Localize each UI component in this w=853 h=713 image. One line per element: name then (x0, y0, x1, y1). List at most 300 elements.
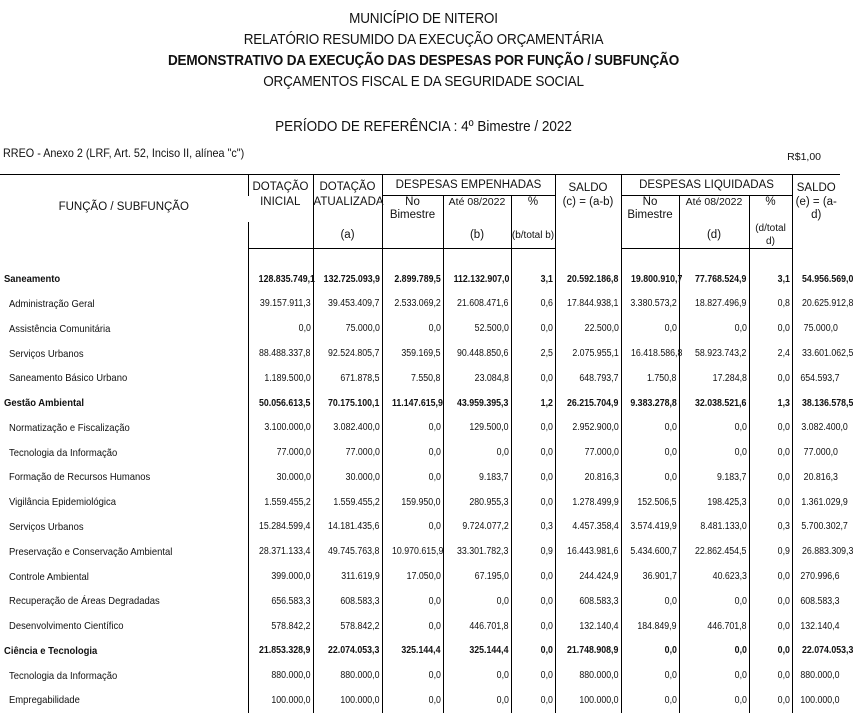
cell-value: 198.425,3 (707, 496, 747, 508)
cell-value: 0,0 (540, 447, 553, 459)
cell-value: 0,0 (428, 422, 441, 434)
cell-empenhadas-pct (511, 292, 555, 317)
cell-liquidadas-bimestre (621, 564, 679, 589)
cell-value: 880.000,0 (579, 670, 619, 682)
cell-liquidadas-pct (749, 415, 792, 440)
cell-value: 77.000,0 (345, 447, 380, 459)
table-row (0, 440, 840, 465)
cell-value: 36.901,7 (642, 571, 677, 583)
cell-value: 880.000,0 (271, 670, 311, 682)
cell-saldo-c (555, 589, 621, 614)
col-emp-ate-2: (b) (443, 222, 511, 249)
cell-empenhadas-ate (443, 539, 511, 564)
cell-value: 17.284,8 (712, 372, 747, 384)
cell-liquidadas-ate (679, 639, 749, 664)
cell-value: 0,0 (777, 422, 790, 434)
cell-empenhadas-ate (443, 267, 511, 292)
report-title: RELATÓRIO RESUMIDO DA EXECUÇÃO ORÇAMENTÁRIA (243, 31, 604, 48)
cell-dotacao-inicial (248, 515, 313, 540)
col-dotacao-inicial-1: DOTAÇÃO (248, 175, 313, 196)
cell-value: 75.000,0 (803, 323, 839, 335)
row-label (0, 515, 248, 540)
spacer-cell (443, 249, 511, 268)
spacer-cell (248, 249, 313, 268)
cell-value: 21.608.471,6 (457, 298, 509, 310)
cell-liquidadas-ate (679, 663, 749, 688)
cell-saldo-c (555, 663, 621, 688)
cell-value: 90.448.850,6 (457, 348, 509, 360)
cell-dotacao-inicial (248, 663, 313, 688)
cell-value: 1.750,8 (647, 372, 677, 384)
cell-empenhadas-pct (511, 539, 555, 564)
cell-value: 16.443.981,6 (567, 546, 619, 558)
cell-liquidadas-ate (679, 391, 749, 416)
cell-empenhadas-pct (511, 391, 555, 416)
cell-liquidadas-bimestre (621, 688, 679, 713)
cell-value: 1,3 (777, 397, 790, 409)
cell-value: 5.700.302,7 (800, 521, 848, 533)
cell-value: 38.136.578,5 (801, 397, 853, 409)
cell-dotacao-inicial (248, 415, 313, 440)
cell-value: 75.000,0 (345, 323, 380, 335)
table-row (0, 564, 840, 589)
row-label (0, 465, 248, 490)
row-label (0, 415, 248, 440)
cell-saldo-e (792, 564, 840, 589)
table-row (0, 663, 840, 688)
cell-liquidadas-ate (679, 341, 749, 366)
cell-value: 359.169,5 (401, 348, 441, 360)
cell-value: 8.481.133,0 (700, 521, 747, 533)
cell-value: 0,0 (734, 422, 747, 434)
cell-liquidadas-bimestre (621, 589, 679, 614)
cell-value: 129.500,0 (469, 422, 509, 434)
cell-value: 152.506,5 (637, 496, 677, 508)
cell-empenhadas-pct (511, 341, 555, 366)
table-header (0, 175, 840, 249)
cell-value: 22.074.053,3 (801, 645, 853, 657)
cell-value: 399.000,0 (271, 571, 311, 583)
cell-value: 0,0 (540, 323, 553, 335)
row-label (0, 440, 248, 465)
cell-saldo-e (792, 614, 840, 639)
cell-dotacao-inicial (248, 316, 313, 341)
cell-value: 0,0 (777, 471, 790, 483)
spacer-cell (555, 249, 621, 268)
cell-value: 22.500,0 (584, 323, 619, 335)
cell-liquidadas-bimestre (621, 267, 682, 292)
cell-empenhadas-bimestre (382, 440, 443, 465)
row-label-text: Preservação e Conservação Ambiental (9, 545, 173, 558)
cell-liquidadas-bimestre (621, 391, 679, 416)
cell-value: 0,0 (664, 447, 677, 459)
cell-liquidadas-pct (749, 515, 792, 540)
row-label-text: Ciência e Tecnologia (4, 644, 98, 657)
cell-value: 14.181.435,6 (328, 521, 380, 533)
cell-liquidadas-bimestre (621, 465, 679, 490)
cell-empenhadas-ate (443, 341, 511, 366)
cell-liquidadas-ate (679, 465, 749, 490)
table-row (0, 688, 840, 713)
cell-empenhadas-pct (511, 267, 555, 292)
cell-value: 10.970.615,9 (391, 546, 443, 558)
cell-dotacao-atualizada (313, 490, 382, 515)
cell-dotacao-atualizada (313, 292, 382, 317)
cell-empenhadas-ate (443, 391, 511, 416)
cell-liquidadas-pct (749, 663, 792, 688)
table-row (0, 316, 840, 341)
cell-liquidadas-pct (749, 539, 792, 564)
row-label-text: Serviços Urbanos (9, 520, 84, 533)
col-liq-pct-2: (d/total d) (749, 222, 792, 249)
cell-value: 608.583,3 (579, 595, 619, 607)
cell-value: 28.371.133,4 (259, 546, 311, 558)
cell-value: 92.524.805,7 (328, 348, 380, 360)
row-label (0, 663, 248, 688)
spacer-cell (621, 249, 679, 268)
cell-saldo-e (792, 267, 853, 292)
cell-dotacao-atualizada (313, 316, 382, 341)
cell-value: 54.956.569,0 (801, 273, 853, 285)
cell-empenhadas-ate (443, 366, 511, 391)
cell-liquidadas-pct (749, 391, 792, 416)
cell-value: 0,3 (777, 521, 790, 533)
cell-liquidadas-pct (749, 341, 792, 366)
cell-value: 3,1 (777, 273, 790, 285)
col-liq-ate-2: (d) (679, 222, 749, 249)
cell-value: 0,0 (777, 447, 790, 459)
cell-saldo-e (792, 366, 840, 391)
cell-liquidadas-pct (749, 490, 792, 515)
cell-value: 0,0 (428, 521, 441, 533)
cell-value: 0,0 (428, 670, 441, 682)
col-saldo-2-formula: (e) = (a-d) (792, 196, 840, 249)
col-emp-bimestre-3 (382, 222, 443, 249)
row-label (0, 391, 248, 416)
col-dotacao-inicial-2: INICIAL (260, 195, 301, 208)
cell-value: 100.000,0 (579, 694, 619, 706)
cell-liquidadas-ate (679, 292, 749, 317)
cell-saldo-c (555, 366, 621, 391)
municipality-title: MUNICÍPIO DE NITEROI (349, 10, 498, 27)
cell-liquidadas-pct (749, 688, 792, 713)
row-label-text: Tecnologia da Informação (9, 446, 118, 459)
cell-dotacao-inicial (248, 639, 313, 664)
cell-value: 40.623,3 (712, 571, 747, 583)
cell-dotacao-inicial (248, 267, 313, 292)
currency-unit: R$1,00 (787, 151, 821, 163)
cell-liquidadas-bimestre (621, 440, 679, 465)
cell-value: 648.793,7 (579, 372, 619, 384)
cell-saldo-c (555, 341, 621, 366)
cell-dotacao-inicial (248, 614, 313, 639)
table-row (0, 589, 840, 614)
cell-value: 3.100.000,0 (264, 422, 311, 434)
cell-dotacao-atualizada (313, 415, 382, 440)
cell-saldo-c (555, 515, 621, 540)
cell-value: 132.725.093,9 (323, 273, 380, 285)
cell-value: 0,0 (734, 670, 747, 682)
cell-liquidadas-ate (679, 564, 749, 589)
col-saldo-2: SALDO (792, 175, 840, 196)
cell-dotacao-inicial (248, 688, 313, 713)
cell-value: 0,0 (777, 620, 790, 632)
cell-value: 0,0 (664, 645, 677, 657)
table-row (0, 415, 840, 440)
cell-value: 100.000,0 (799, 694, 840, 706)
cell-value: 112.132.907,0 (453, 273, 509, 285)
cell-value: 2.952.900,0 (572, 422, 619, 434)
row-label-text: Gestão Ambiental (4, 397, 85, 410)
col-liq-pct-1: % (749, 196, 792, 223)
cell-liquidadas-ate (679, 539, 749, 564)
cell-saldo-c (555, 465, 621, 490)
cell-liquidadas-bimestre (621, 415, 679, 440)
cell-liquidadas-pct (749, 465, 792, 490)
budget-subtitle: ORÇAMENTOS FISCAL E DA SEGURIDADE SOCIAL (263, 73, 584, 90)
cell-liquidadas-pct (749, 366, 792, 391)
cell-empenhadas-pct (511, 639, 555, 664)
cell-value: 0,0 (540, 620, 553, 632)
cell-saldo-c (555, 415, 621, 440)
cell-value: 325.144,4 (469, 645, 509, 657)
cell-value: 0,0 (777, 670, 790, 682)
cell-saldo-c (555, 391, 621, 416)
spacer-cell (382, 249, 443, 268)
cell-value: 0,0 (664, 323, 677, 335)
table-row (0, 515, 840, 540)
cell-value: 3.082.400,0 (333, 422, 380, 434)
cell-value: 880.000,0 (799, 670, 840, 682)
row-label (0, 539, 248, 564)
table-row (0, 465, 840, 490)
cell-value: 20.625.912,8 (801, 298, 853, 310)
cell-value: 0,0 (777, 694, 790, 706)
cell-value: 100.000,0 (271, 694, 311, 706)
cell-liquidadas-bimestre (621, 366, 679, 391)
cell-value: 1.361.029,9 (800, 496, 848, 508)
cell-empenhadas-bimestre (382, 391, 443, 416)
cell-liquidadas-pct (749, 440, 792, 465)
cell-value: 3.574.419,9 (630, 521, 677, 533)
cell-value: 0,3 (540, 521, 553, 533)
col-dotacao-atualizada-3: (a) (313, 222, 382, 249)
cell-dotacao-inicial (248, 366, 313, 391)
col-liq-bimestre-3 (621, 222, 679, 249)
cell-value: 656.583,3 (271, 595, 311, 607)
row-label (0, 614, 248, 639)
col-dotacao-inicial-3 (248, 222, 313, 249)
spacer-cell (511, 249, 555, 268)
row-label-text: Empregabilidade (9, 694, 80, 707)
cell-empenhadas-ate (443, 589, 511, 614)
cell-liquidadas-pct (749, 316, 792, 341)
row-label-text: Saneamento (4, 273, 61, 286)
cell-value: 0,0 (428, 323, 441, 335)
cell-value: 0,6 (540, 298, 553, 310)
cell-dotacao-atualizada (313, 366, 382, 391)
cell-saldo-e (792, 490, 848, 515)
cell-dotacao-atualizada (313, 539, 382, 564)
cell-value: 3.380.573,2 (630, 298, 677, 310)
cell-liquidadas-ate (679, 440, 749, 465)
cell-dotacao-inicial (248, 391, 313, 416)
cell-empenhadas-pct (511, 440, 555, 465)
row-label (0, 688, 248, 713)
section-row (0, 391, 840, 416)
cell-value: 0,0 (664, 422, 677, 434)
cell-saldo-c (555, 688, 621, 713)
cell-value: 77.000,0 (584, 447, 619, 459)
row-label (0, 341, 248, 366)
cell-empenhadas-bimestre (382, 267, 443, 292)
cell-value: 77.768.524,9 (695, 273, 747, 285)
cell-saldo-e (792, 341, 853, 366)
cell-value: 43.959.395,3 (457, 397, 509, 409)
cell-value: 0,0 (540, 422, 553, 434)
cell-empenhadas-bimestre (382, 515, 443, 540)
cell-value: 0,0 (540, 670, 553, 682)
row-label-text: Saneamento Básico Urbano (9, 372, 128, 385)
expenses-table (0, 174, 853, 713)
cell-liquidadas-bimestre (621, 614, 679, 639)
spacer-cell (749, 249, 792, 268)
row-label-text: Vigilância Epidemiológica (9, 496, 117, 509)
row-label-text: Recuperação de Áreas Degradadas (9, 595, 160, 608)
cell-empenhadas-ate (443, 490, 511, 515)
cell-dotacao-atualizada (313, 589, 382, 614)
cell-value: 9.183,7 (479, 471, 509, 483)
statement-title: DEMONSTRATIVO DA EXECUÇÃO DAS DESPESAS POR FUNÇÃO / SUBFUNÇÃO (167, 52, 680, 69)
cell-value: 184.849,9 (637, 620, 677, 632)
cell-value: 15.284.599,4 (259, 521, 311, 533)
cell-liquidadas-bimestre (621, 316, 679, 341)
row-label-text: Tecnologia da Informação (9, 669, 118, 682)
cell-value: 0,8 (777, 298, 790, 310)
cell-value: 0,0 (540, 595, 553, 607)
cell-empenhadas-bimestre (382, 688, 443, 713)
cell-value: 0,0 (664, 694, 677, 706)
cell-value: 446.701,8 (469, 620, 509, 632)
cell-value: 244.424,9 (579, 571, 619, 583)
cell-saldo-c (555, 316, 621, 341)
cell-dotacao-atualizada (313, 614, 382, 639)
cell-value: 654.593,7 (799, 372, 840, 384)
cell-value: 325.144,4 (401, 645, 441, 657)
cell-liquidadas-ate (679, 316, 749, 341)
cell-value: 132.140,4 (579, 620, 619, 632)
cell-value: 39.157.911,3 (259, 298, 311, 310)
cell-empenhadas-ate (443, 688, 511, 713)
cell-value: 2,5 (540, 348, 553, 360)
cell-empenhadas-ate (443, 663, 511, 688)
cell-saldo-c (555, 490, 621, 515)
col-despesas-liquidadas: DESPESAS LIQUIDADAS (621, 175, 792, 196)
table-row (0, 539, 840, 564)
cell-value: 17.050,0 (406, 571, 441, 583)
cell-dotacao-atualizada (313, 564, 382, 589)
cell-saldo-c (555, 564, 621, 589)
cell-dotacao-inicial (248, 490, 313, 515)
col-dotacao-atualizada-1: DOTAÇÃO (313, 175, 382, 196)
cell-value: 9.383.278,8 (630, 397, 677, 409)
row-label (0, 267, 248, 292)
cell-value: 52.500,0 (474, 323, 509, 335)
cell-value: 33.601.062,5 (801, 348, 853, 360)
table-row (0, 341, 840, 366)
col-emp-bimestre: No Bimestre (382, 196, 443, 223)
cell-value: 0,0 (664, 670, 677, 682)
cell-liquidadas-bimestre (621, 341, 682, 366)
cell-value: 58.923.743,2 (695, 348, 747, 360)
cell-empenhadas-ate (443, 614, 511, 639)
cell-liquidadas-ate (679, 267, 749, 292)
cell-empenhadas-pct (511, 564, 555, 589)
table-row (0, 366, 840, 391)
cell-liquidadas-bimestre (621, 292, 679, 317)
cell-value: 0,0 (777, 645, 790, 657)
row-label (0, 564, 248, 589)
cell-value: 0,0 (540, 571, 553, 583)
cell-liquidadas-pct (749, 564, 792, 589)
annex-label: RREO - Anexo 2 (LRF, Art. 52, Inciso II, alínea "c") (3, 146, 245, 160)
cell-value: 578.842,2 (271, 620, 311, 632)
cell-empenhadas-ate (443, 564, 511, 589)
cell-value: 0,0 (777, 571, 790, 583)
cell-saldo-e (792, 589, 840, 614)
cell-value: 20.592.186,8 (567, 273, 619, 285)
cell-value: 3,1 (540, 273, 553, 285)
cell-value: 9.183,7 (717, 471, 747, 483)
cell-dotacao-atualizada (313, 465, 382, 490)
cell-value: 23.084,8 (474, 372, 509, 384)
row-label (0, 639, 248, 664)
col-liq-bimestre: No Bimestre (621, 196, 679, 223)
cell-value: 0,0 (428, 620, 441, 632)
cell-empenhadas-bimestre (382, 564, 443, 589)
cell-value: 7.550,8 (411, 372, 441, 384)
cell-value: 0,0 (734, 645, 747, 657)
cell-dotacao-atualizada (313, 639, 382, 664)
cell-empenhadas-pct (511, 614, 555, 639)
cell-dotacao-atualizada (313, 391, 382, 416)
cell-saldo-e (792, 639, 853, 664)
cell-value: 671.878,5 (340, 372, 380, 384)
cell-value: 2.899.789,5 (394, 273, 441, 285)
row-label (0, 316, 248, 341)
cell-empenhadas-bimestre (382, 316, 443, 341)
cell-saldo-e (792, 515, 848, 540)
row-label-text: Administração Geral (9, 297, 95, 310)
cell-empenhadas-bimestre (382, 589, 443, 614)
cell-empenhadas-bimestre (382, 465, 443, 490)
cell-value: 9.724.077,2 (462, 521, 509, 533)
cell-value: 0,0 (734, 595, 747, 607)
cell-value: 0,0 (496, 694, 509, 706)
cell-saldo-e (792, 316, 840, 341)
cell-dotacao-atualizada (313, 267, 382, 292)
cell-liquidadas-ate (679, 688, 749, 713)
cell-value: 0,0 (540, 471, 553, 483)
cell-value: 0,9 (540, 546, 553, 558)
cell-dotacao-atualizada (313, 515, 382, 540)
cell-value: 608.583,3 (340, 595, 380, 607)
cell-dotacao-atualizada (313, 663, 382, 688)
cell-liquidadas-ate (679, 415, 749, 440)
cell-value: 311.619,9 (341, 571, 380, 583)
spacer-cell (0, 249, 248, 268)
col-despesas-empenhadas: DESPESAS EMPENHADAS (382, 175, 555, 196)
